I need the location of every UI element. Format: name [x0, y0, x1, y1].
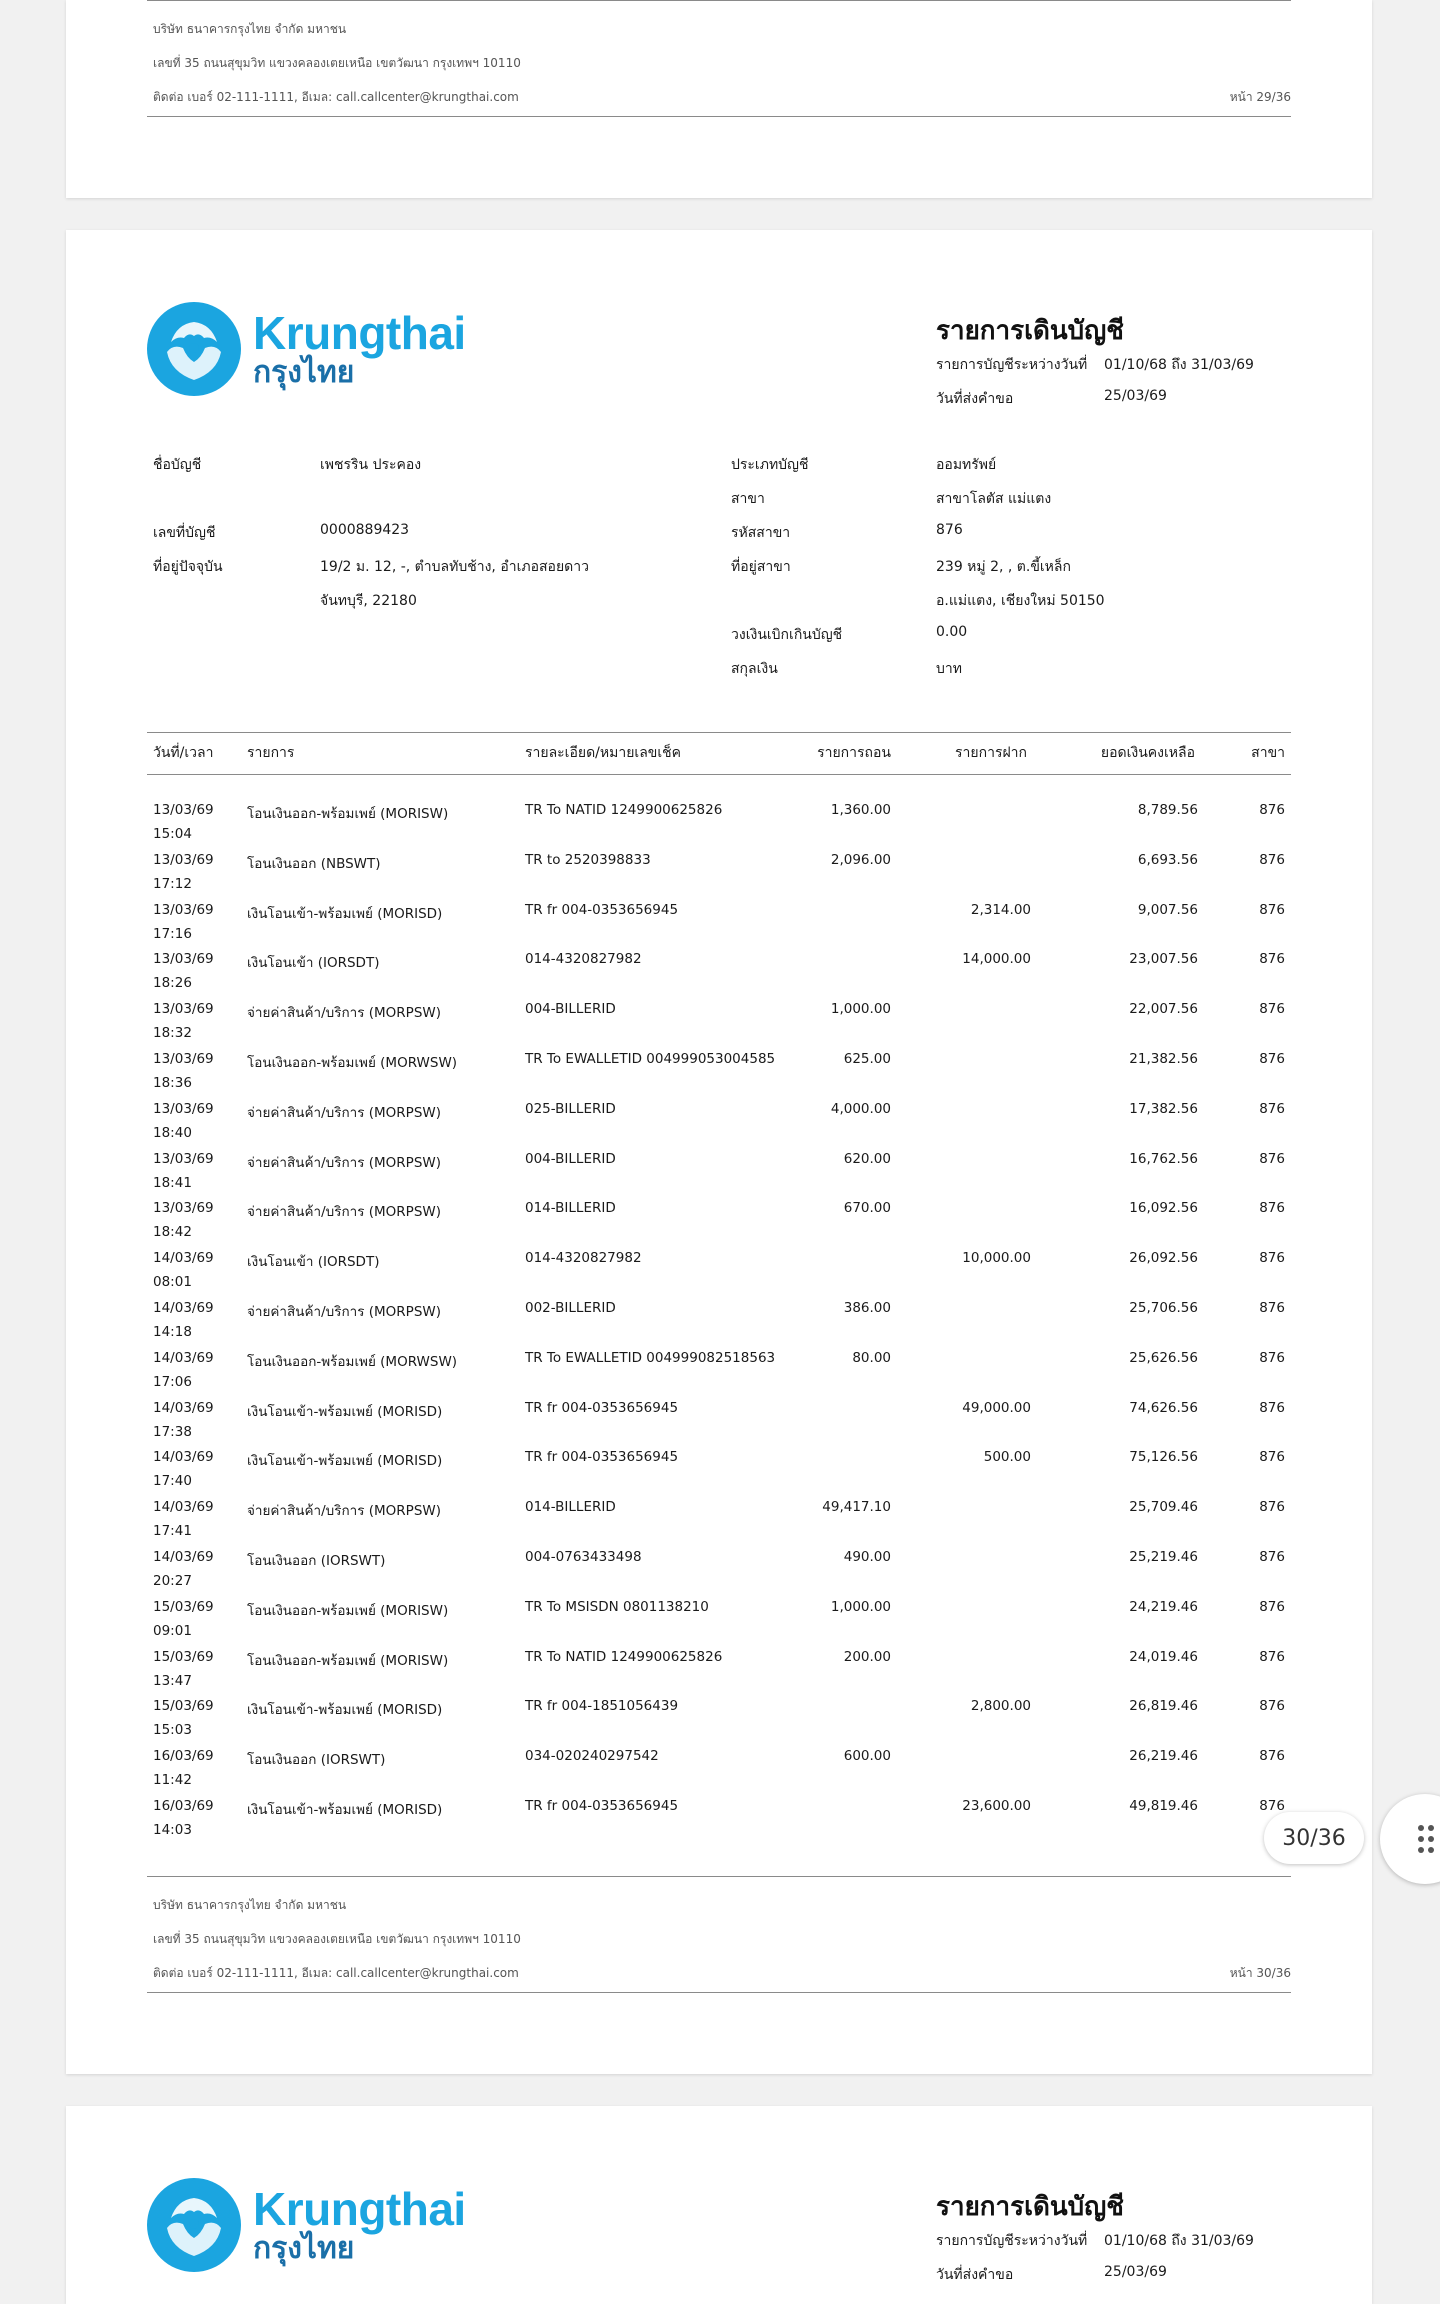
row-detail: 014-BILLERID — [525, 1200, 616, 1217]
row-detail: 004-BILLERID — [525, 1150, 616, 1167]
page-indicator[interactable]: 30/36 — [1264, 1812, 1364, 1864]
row-date: 13/03/69 — [153, 851, 214, 868]
request-date-label: วันที่ส่งคำขอ — [936, 2267, 1014, 2283]
row-branch: 876 — [1259, 1798, 1285, 1814]
row-branch: 876 — [1259, 851, 1285, 868]
row-withdrawal: 1,360.00 — [830, 802, 891, 818]
row-description: เงินโอนเข้า-พร้อมเพย์ (MORISD) — [247, 905, 443, 922]
row-date: 14/03/69 — [153, 1399, 214, 1416]
table-row — [147, 852, 1291, 902]
request-date-value: 25/03/69 — [1104, 388, 1167, 404]
currency-value: บาท — [936, 661, 962, 677]
statement-header — [936, 310, 1124, 351]
table-row — [147, 802, 1291, 852]
row-detail: 025-BILLERID — [525, 1100, 616, 1117]
row-description: โอนเงินออก (IORSWT) — [247, 1553, 386, 1569]
row-date: 13/03/69 — [153, 1100, 214, 1117]
page-31 — [66, 2106, 1372, 2304]
footer-contact: ติดต่อ เบอร์ 02-111-1111, อีเมล: call.callcenter@krungthai.com — [153, 1966, 519, 1980]
row-date: 14/03/69 — [153, 1300, 214, 1316]
row-description: เงินโอนเข้า-พร้อมเพย์ (MORISD) — [247, 1702, 443, 1719]
branch-code-label: รหัสสาขา — [731, 525, 791, 541]
row-time: 17:40 — [153, 1473, 192, 1490]
row-balance: 74,626.56 — [1129, 1399, 1198, 1416]
footer-company: บริษัท ธนาคารกรุงไทย จำกัด มหาชน — [153, 22, 347, 36]
account-type-label: ประเภทบัญชี — [731, 457, 809, 473]
request-date-value: 25/03/69 — [1104, 2264, 1167, 2280]
row-balance: 9,007.56 — [1137, 901, 1198, 918]
row-balance: 16,762.56 — [1129, 1150, 1198, 1167]
row-balance: 26,219.46 — [1129, 1748, 1198, 1765]
row-detail: 034-020240297542 — [525, 1748, 659, 1765]
table-row — [147, 1400, 1291, 1450]
footer-company: บริษัท ธนาคารกรุงไทย จำกัด มหาชน — [153, 1898, 347, 1912]
row-detail: 004-0763433498 — [525, 1549, 642, 1565]
row-date: 14/03/69 — [153, 1250, 214, 1267]
row-description: โอนเงินออก (NBSWT) — [247, 855, 381, 872]
table-row — [147, 1001, 1291, 1051]
row-time: 18:26 — [153, 975, 192, 992]
address-line1: 19/2 ม. 12, -, ตำบลทับช้าง, อำเภอสอยดาว — [320, 559, 589, 575]
row-description: เงินโอนเข้า-พร้อมเพย์ (MORISD) — [247, 1802, 443, 1818]
table-row — [147, 1499, 1291, 1549]
row-description: จ่ายค่าสินค้า/บริการ (MORPSW) — [247, 1304, 442, 1320]
row-description: โอนเงินออก-พร้อมเพย์ (MORWSW) — [247, 1353, 458, 1370]
row-withdrawal: 1,000.00 — [830, 1001, 891, 1018]
row-branch: 876 — [1259, 1499, 1285, 1516]
row-branch: 876 — [1259, 1300, 1285, 1316]
col-header-balance: ยอดเงินคงเหลือ — [1100, 745, 1195, 761]
table-row — [147, 1151, 1291, 1201]
table-row — [147, 1599, 1291, 1649]
row-detail: TR fr 004-0353656945 — [525, 1798, 679, 1814]
row-deposit: 23,600.00 — [962, 1798, 1031, 1814]
table-row — [147, 1200, 1291, 1250]
branch-address-label: ที่อยู่สาขา — [731, 559, 791, 575]
row-balance: 49,819.46 — [1129, 1798, 1198, 1814]
row-time: 17:38 — [153, 1423, 192, 1440]
logo-text-th: กรุงไทย — [253, 2231, 355, 2266]
col-header-deposit: รายการฝาก — [955, 745, 1027, 761]
row-branch: 876 — [1259, 1200, 1285, 1217]
statement-title: รายการเดินบัญชี — [936, 316, 1124, 346]
row-balance: 17,382.56 — [1129, 1100, 1198, 1117]
request-date-label: วันที่ส่งคำขอ — [936, 391, 1014, 407]
row-withdrawal: 625.00 — [843, 1051, 891, 1067]
row-time: 17:41 — [153, 1523, 192, 1540]
account-name-label: ชื่อบัญชี — [153, 457, 202, 473]
row-date: 14/03/69 — [153, 1499, 214, 1516]
table-bottom-rule — [147, 1876, 1291, 1877]
row-date: 13/03/69 — [153, 802, 214, 818]
row-deposit: 500.00 — [983, 1449, 1031, 1466]
row-time: 08:01 — [153, 1274, 192, 1291]
viewer-menu-button[interactable] — [1380, 1794, 1440, 1884]
row-detail: TR To EWALLETID 004999082518563 — [525, 1349, 776, 1366]
address-label: ที่อยู่ปัจจุบัน — [153, 559, 223, 575]
row-detail: 002-BILLERID — [525, 1300, 616, 1316]
row-branch: 876 — [1259, 1349, 1285, 1366]
row-date: 13/03/69 — [153, 1200, 214, 1217]
row-description: โอนเงินออก-พร้อมเพย์ (MORISW) — [247, 1602, 449, 1619]
row-withdrawal: 386.00 — [843, 1300, 891, 1316]
table-row — [147, 1748, 1291, 1798]
row-balance: 26,092.56 — [1129, 1250, 1198, 1267]
row-date: 14/03/69 — [153, 1349, 214, 1366]
row-branch: 876 — [1259, 1598, 1285, 1615]
row-branch: 876 — [1259, 1250, 1285, 1267]
table-top-rule — [147, 732, 1291, 733]
footer-rule — [147, 1992, 1291, 1993]
row-detail: 014-4320827982 — [525, 951, 642, 968]
row-time: 17:16 — [153, 925, 192, 942]
branch-address-line2: อ.แม่แตง, เชียงใหม่ 50150 — [936, 593, 1105, 609]
row-date: 15/03/69 — [153, 1698, 214, 1715]
row-detail: 014-BILLERID — [525, 1499, 616, 1516]
row-description: เงินโอนเข้า-พร้อมเพย์ (MORISD) — [247, 1403, 443, 1420]
row-description: จ่ายค่าสินค้า/บริการ (MORPSW) — [247, 1104, 442, 1121]
row-time: 18:32 — [153, 1025, 192, 1042]
krungthai-bird-icon — [147, 302, 241, 396]
row-balance: 16,092.56 — [1129, 1200, 1198, 1217]
table-row — [147, 951, 1291, 1001]
row-detail: TR fr 004-0353656945 — [525, 1449, 679, 1466]
row-detail: TR fr 004-0353656945 — [525, 901, 679, 918]
row-detail: TR To EWALLETID 004999053004585 — [525, 1051, 776, 1067]
row-balance: 24,219.46 — [1129, 1598, 1198, 1615]
row-branch: 876 — [1259, 1150, 1285, 1167]
row-description: โอนเงินออก-พร้อมเพย์ (MORISW) — [247, 806, 449, 822]
row-branch: 876 — [1259, 1051, 1285, 1067]
col-header-branch: สาขา — [1251, 745, 1285, 761]
table-row — [147, 1649, 1291, 1699]
row-time: 15:04 — [153, 826, 192, 842]
table-row — [147, 1449, 1291, 1499]
row-deposit: 14,000.00 — [962, 951, 1031, 968]
branch-code-value: 876 — [936, 522, 963, 538]
currency-label: สกุลเงิน — [731, 661, 778, 677]
row-detail: TR fr 004-0353656945 — [525, 1399, 679, 1416]
row-time: 20:27 — [153, 1573, 192, 1589]
row-balance: 6,693.56 — [1137, 851, 1198, 868]
table-row — [147, 1101, 1291, 1151]
table-row — [147, 1300, 1291, 1350]
address-line2: จันทบุรี, 22180 — [320, 593, 417, 609]
row-date: 15/03/69 — [153, 1598, 214, 1615]
table-row — [147, 1350, 1291, 1400]
row-description: โอนเงินออก (IORSWT) — [247, 1752, 386, 1769]
footer-address: เลขที่ 35 ถนนสุขุมวิท แขวงคลองเตยเหนือ เขตวัฒนา กรุงเทพฯ 10110 — [153, 56, 521, 70]
row-date: 13/03/69 — [153, 1051, 214, 1067]
row-withdrawal: 49,417.10 — [822, 1499, 891, 1516]
row-withdrawal: 490.00 — [843, 1549, 891, 1565]
row-time: 14:03 — [153, 1822, 192, 1838]
grid-dots-icon — [1418, 1824, 1434, 1854]
period-value: 01/10/68 ถึง 31/03/69 — [1104, 2233, 1254, 2249]
row-detail: TR To NATID 1249900625826 — [525, 802, 723, 818]
row-withdrawal: 200.00 — [843, 1648, 891, 1665]
row-balance: 75,126.56 — [1129, 1449, 1198, 1466]
branch-address-line1: 239 หมู่ 2, , ต.ขี้เหล็ก — [936, 559, 1071, 575]
row-withdrawal: 670.00 — [843, 1200, 891, 1217]
table-row — [147, 1698, 1291, 1748]
transactions-table — [147, 732, 1291, 2022]
overdraft-label: วงเงินเบิกเกินบัญชี — [731, 627, 843, 643]
row-time: 18:42 — [153, 1224, 192, 1241]
row-description: เงินโอนเข้า-พร้อมเพย์ (MORISD) — [247, 1453, 443, 1470]
period-value: 01/10/68 ถึง 31/03/69 — [1104, 357, 1254, 373]
row-time: 11:42 — [153, 1772, 192, 1789]
row-deposit: 2,800.00 — [970, 1698, 1031, 1715]
row-time: 17:06 — [153, 1373, 192, 1390]
row-time: 15:03 — [153, 1722, 192, 1739]
row-balance: 24,019.46 — [1129, 1648, 1198, 1665]
row-balance: 26,819.46 — [1129, 1698, 1198, 1715]
row-deposit: 10,000.00 — [962, 1250, 1031, 1267]
logo-text-en: Krungthai — [253, 307, 466, 359]
row-balance: 25,626.56 — [1129, 1349, 1198, 1366]
row-branch: 876 — [1259, 1549, 1285, 1565]
statement-header — [936, 2186, 1124, 2227]
row-deposit: 2,314.00 — [970, 901, 1031, 918]
row-date: 15/03/69 — [153, 1648, 214, 1665]
row-branch: 876 — [1259, 951, 1285, 968]
row-time: 18:41 — [153, 1174, 192, 1191]
row-time: 09:01 — [153, 1622, 192, 1639]
col-header-withdrawal: รายการถอน — [817, 745, 891, 761]
row-description: โอนเงินออก-พร้อมเพย์ (MORISW) — [247, 1652, 449, 1669]
account-type-value: ออมทรัพย์ — [936, 457, 997, 473]
row-balance: 23,007.56 — [1129, 951, 1198, 968]
row-branch: 876 — [1259, 1001, 1285, 1018]
row-balance: 22,007.56 — [1129, 1001, 1198, 1018]
row-description: จ่ายค่าสินค้า/บริการ (MORPSW) — [247, 1005, 442, 1022]
row-branch: 876 — [1259, 901, 1285, 918]
row-date: 16/03/69 — [153, 1798, 214, 1814]
row-balance: 8,789.56 — [1137, 802, 1198, 818]
row-date: 13/03/69 — [153, 1001, 214, 1018]
row-detail: TR To MSISDN 0801138210 — [525, 1598, 709, 1615]
row-detail: TR fr 004-1851056439 — [525, 1698, 679, 1715]
row-time: 18:36 — [153, 1075, 192, 1091]
table-row — [147, 1051, 1291, 1101]
account-number-label: เลขที่บัญชี — [153, 525, 216, 541]
bank-logo — [147, 302, 466, 396]
footer-address: เลขที่ 35 ถนนสุขุมวิท แขวงคลองเตยเหนือ เขตวัฒนา กรุงเทพฯ 10110 — [153, 1932, 521, 1946]
page-29 — [66, 0, 1372, 198]
row-description: เงินโอนเข้า (IORSDT) — [247, 955, 380, 972]
row-balance: 25,706.56 — [1129, 1300, 1198, 1316]
row-time: 13:47 — [153, 1672, 192, 1689]
row-time: 17:12 — [153, 875, 192, 892]
logo-text-en: Krungthai — [253, 2183, 466, 2235]
row-date: 14/03/69 — [153, 1449, 214, 1466]
row-branch: 876 — [1259, 1748, 1285, 1765]
branch-value: สาขาโลตัส แม่แตง — [936, 491, 1052, 507]
row-date: 14/03/69 — [153, 1549, 214, 1565]
col-header-datetime: วันที่/เวลา — [153, 745, 214, 761]
statement-title: รายการเดินบัญชี — [936, 2192, 1124, 2222]
page-footer — [147, 0, 1291, 120]
table-row — [147, 1250, 1291, 1300]
table-header-rule — [147, 774, 1291, 775]
row-detail: TR To NATID 1249900625826 — [525, 1648, 723, 1665]
row-date: 13/03/69 — [153, 951, 214, 968]
period-label: รายการบัญชีระหว่างวันที่ — [936, 357, 1088, 373]
row-withdrawal: 80.00 — [852, 1349, 891, 1366]
row-branch: 876 — [1259, 1648, 1285, 1665]
table-row — [147, 1798, 1291, 1848]
row-description: จ่ายค่าสินค้า/บริการ (MORPSW) — [247, 1204, 442, 1221]
overdraft-value: 0.00 — [936, 624, 968, 640]
footer-page-number: หน้า 29/36 — [1229, 90, 1291, 104]
row-branch: 876 — [1259, 1449, 1285, 1466]
row-date: 13/03/69 — [153, 1150, 214, 1167]
bank-logo — [147, 2178, 466, 2272]
row-branch: 876 — [1259, 1399, 1285, 1416]
footer-rule — [147, 116, 1291, 117]
row-withdrawal: 4,000.00 — [830, 1100, 891, 1117]
account-name-value: เพชรริน ประคอง — [320, 457, 422, 473]
account-number-value: 0000889423 — [320, 522, 410, 538]
footer-page-number: หน้า 30/36 — [1229, 1966, 1291, 1980]
row-balance: 25,709.46 — [1129, 1499, 1198, 1516]
branch-label: สาขา — [731, 491, 765, 507]
row-withdrawal: 2,096.00 — [830, 851, 891, 868]
col-header-detail: รายละเอียด/หมายเลขเช็ค — [525, 745, 681, 761]
row-balance: 25,219.46 — [1129, 1549, 1198, 1565]
row-date: 16/03/69 — [153, 1748, 214, 1765]
logo-text-th: กรุงไทย — [253, 355, 355, 390]
row-balance: 21,382.56 — [1129, 1051, 1198, 1067]
row-description: เงินโอนเข้า (IORSDT) — [247, 1254, 380, 1271]
row-description: โอนเงินออก-พร้อมเพย์ (MORWSW) — [247, 1055, 458, 1071]
row-deposit: 49,000.00 — [962, 1399, 1031, 1416]
row-time: 14:18 — [153, 1324, 192, 1340]
table-row — [147, 1549, 1291, 1599]
row-branch: 876 — [1259, 802, 1285, 818]
page-30 — [66, 230, 1372, 2074]
row-description: จ่ายค่าสินค้า/บริการ (MORPSW) — [247, 1154, 442, 1171]
row-date: 13/03/69 — [153, 901, 214, 918]
row-time: 18:40 — [153, 1124, 192, 1141]
row-description: จ่ายค่าสินค้า/บริการ (MORPSW) — [247, 1503, 442, 1520]
period-label: รายการบัญชีระหว่างวันที่ — [936, 2233, 1088, 2249]
krungthai-bird-icon — [147, 2178, 241, 2272]
row-withdrawal: 620.00 — [843, 1150, 891, 1167]
col-header-description: รายการ — [247, 745, 295, 761]
footer-contact: ติดต่อ เบอร์ 02-111-1111, อีเมล: call.callcenter@krungthai.com — [153, 90, 519, 104]
row-detail: 014-4320827982 — [525, 1250, 642, 1267]
row-withdrawal: 600.00 — [843, 1748, 891, 1765]
row-detail: TR to 2520398833 — [525, 851, 651, 868]
table-row — [147, 902, 1291, 952]
row-branch: 876 — [1259, 1100, 1285, 1117]
row-branch: 876 — [1259, 1698, 1285, 1715]
row-detail: 004-BILLERID — [525, 1001, 616, 1018]
row-withdrawal: 1,000.00 — [830, 1598, 891, 1615]
